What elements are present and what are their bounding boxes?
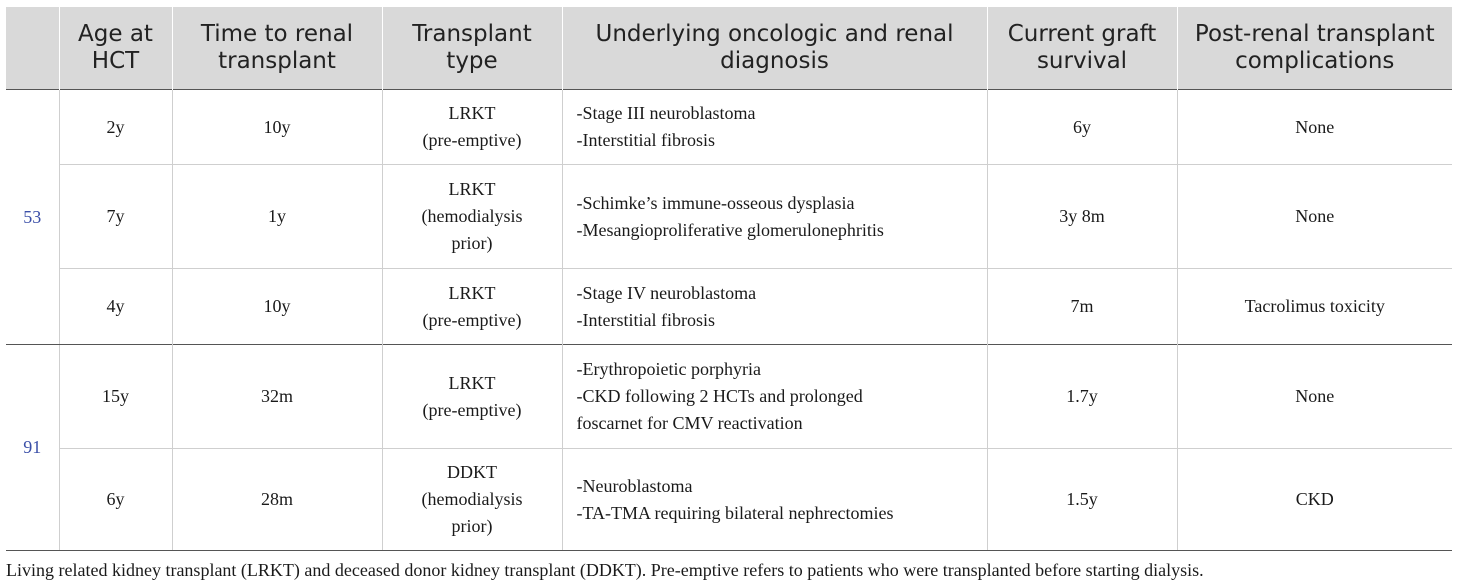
time-cell: 10y: [172, 269, 382, 345]
age-cell: 6y: [59, 449, 172, 551]
type-cell: [382, 449, 562, 551]
complications-cell: None: [1177, 165, 1452, 269]
diagnosis-cell: [562, 269, 987, 345]
type-cell: [382, 269, 562, 345]
table-footnote: Living related kidney transplant (LRKT) and deceased donor kidney transplant (DDKT). Pre-emptive refers to patients who were transplanted before starting dialysis.: [6, 560, 1204, 580]
type-line: (hemodialysis: [421, 489, 523, 509]
diagnosis-line: -Neuroblastoma: [576, 475, 693, 496]
diagnosis-line: -Interstitial fibrosis: [576, 309, 715, 330]
age-cell: 4y: [59, 269, 172, 345]
diagnosis-line: -Stage III neuroblastoma: [576, 103, 756, 123]
age-cell: 2y: [59, 90, 172, 165]
age-cell: 7y: [59, 165, 172, 269]
diagnosis-cell: [562, 90, 987, 165]
table-row: [6, 269, 1452, 345]
diagnosis-cell: [562, 165, 987, 269]
time-cell: 1y: [172, 165, 382, 269]
group-cell: 91: [6, 345, 59, 551]
type-line: DDKT: [447, 462, 497, 482]
complications-cell: None: [1177, 345, 1452, 449]
survival-cell: 1.5y: [987, 449, 1177, 551]
header-current-graft-survival: Current graft survival: [987, 7, 1177, 90]
time-cell: 32m: [172, 345, 382, 449]
complications-cell: CKD: [1177, 449, 1452, 551]
time-cell: 28m: [172, 449, 382, 551]
type-line: (pre-emptive): [422, 130, 522, 150]
type-cell: [382, 165, 562, 269]
complications-cell: None: [1177, 90, 1452, 165]
diagnosis-cell: [562, 449, 987, 551]
header-transplant-type: Transplant type: [382, 7, 562, 90]
type-line: LRKT: [448, 179, 496, 199]
header-age-at-hct: Age at HCT: [59, 7, 172, 90]
header-diagnosis: Underlying oncologic and renal diagnosis: [562, 7, 987, 90]
table-row: [6, 449, 1452, 551]
type-line: prior): [451, 516, 493, 536]
group-cell: 53: [6, 90, 59, 345]
age-cell: 15y: [59, 345, 172, 449]
diagnosis-line: -Interstitial fibrosis: [576, 130, 715, 150]
header-row: [6, 7, 1452, 90]
data-table: [6, 7, 1452, 551]
type-line: prior): [451, 233, 493, 253]
survival-cell: 1.7y: [987, 345, 1177, 449]
type-line: (pre-emptive): [422, 309, 522, 330]
diagnosis-line: -Schimke’s immune-osseous dysplasia: [576, 192, 855, 213]
type-cell: [382, 345, 562, 449]
type-line: (hemodialysis: [421, 206, 523, 226]
header-time-to-renal-transplant: Time to renal transplant: [172, 7, 382, 90]
survival-cell: 7m: [987, 269, 1177, 345]
diagnosis-line: -TA-TMA requiring bilateral nephrectomies: [576, 502, 894, 523]
survival-cell: 3y 8m: [987, 165, 1177, 269]
table-row: [6, 345, 1452, 449]
table-row: [6, 90, 1452, 165]
diagnosis-line: -CKD following 2 HCTs and prolonged: [576, 386, 863, 406]
diagnosis-line: -Mesangioproliferative glomerulonephritis: [576, 219, 884, 240]
time-cell: 10y: [172, 90, 382, 165]
type-line: (pre-emptive): [422, 399, 522, 420]
survival-cell: 6y: [987, 90, 1177, 165]
diagnosis-line: -Erythropoietic porphyria: [576, 359, 761, 379]
type-line: LRKT: [448, 372, 496, 393]
header-group: [6, 7, 59, 90]
type-line: LRKT: [448, 282, 496, 303]
type-cell: [382, 90, 562, 165]
diagnosis-line: -Stage IV neuroblastoma: [576, 282, 757, 303]
table-row: [6, 165, 1452, 269]
header-complications: Post-renal transplant complications: [1177, 7, 1452, 90]
complications-cell: Tacrolimus toxicity: [1177, 269, 1452, 345]
diagnosis-line: foscarnet for CMV reactivation: [576, 413, 803, 433]
diagnosis-cell: [562, 345, 987, 449]
type-line: LRKT: [448, 103, 496, 123]
